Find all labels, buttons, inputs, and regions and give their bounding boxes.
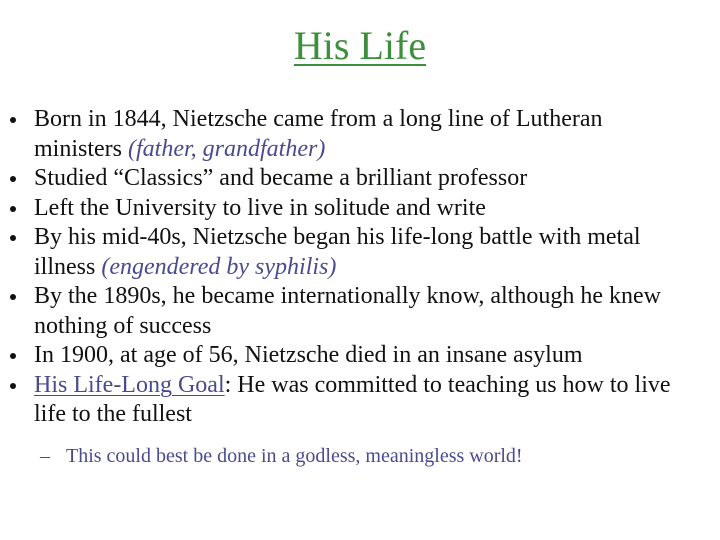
bullet-item-left-university — [0, 194, 694, 224]
sub-bullet-text: This could best be done in a godless, meaningless world! — [66, 444, 523, 467]
bullet-text: By his mid-40s, Nietzsche began his life-long battle with metal illness — [34, 224, 641, 280]
bullet-item-studied — [0, 164, 694, 194]
bullet-text: Left the University to live in solitude and write — [34, 194, 486, 221]
bullet-item-mid-40s — [0, 223, 694, 282]
bullet-item-goal — [0, 371, 694, 430]
bullet-paren-note: (father, grandfather) — [128, 135, 326, 162]
bullet-text: Studied “Classics” and became a brilliant professor — [34, 165, 528, 191]
bullet-paren-note: (engendered by syphilis) — [101, 253, 337, 280]
bullet-text: Born in 1844, Nietzsche came from a long line of Lutheran ministers — [34, 106, 603, 162]
bullet-item-1900 — [0, 341, 694, 371]
goal-link[interactable]: His Life-Long Goal — [34, 371, 225, 398]
bullet-list — [0, 105, 720, 469]
bullet-text: In 1900, at age of 56, Nietzsche died in an insane asylum — [34, 342, 583, 368]
bullet-text: By the 1890s, he became internationally know, although he knew nothing of success — [34, 283, 661, 339]
bullet-item-1890s — [0, 282, 694, 341]
slide-title: His Life — [293, 23, 427, 68]
sub-bullet-dash: – — [40, 444, 50, 467]
bullet-item-born — [0, 105, 694, 164]
sub-bullet-godless — [0, 443, 706, 469]
bullet-text: : He was committed to teaching us how to live life to the fullest — [34, 371, 671, 427]
